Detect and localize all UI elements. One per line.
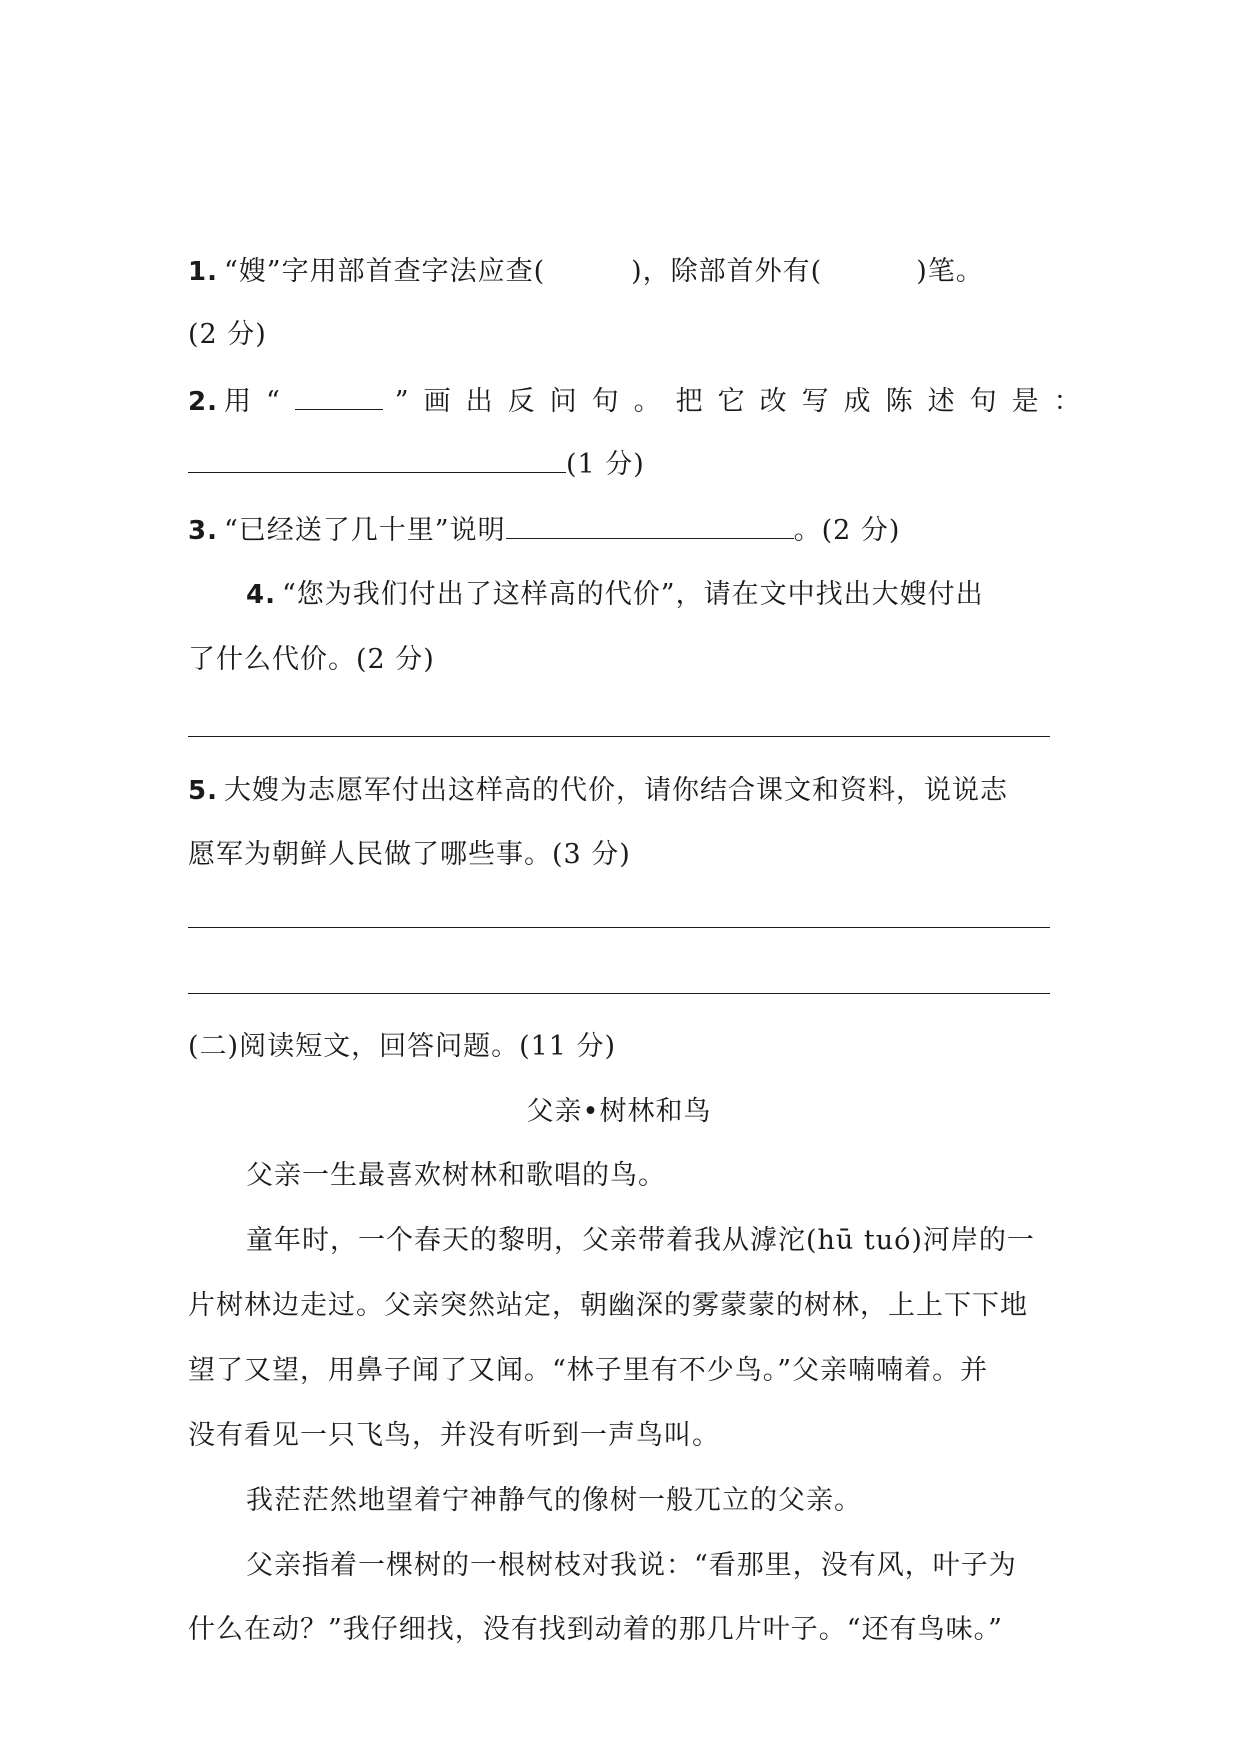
question-2-text-b: ”画出反问句。把它改写成陈述句是： <box>394 386 1096 417</box>
passage-line: 片树林边走过。父亲突然站定，朝幽深的雾蒙蒙的树林，上上下下地 <box>188 1290 1028 1321</box>
question-1-number: 1. <box>188 257 218 287</box>
question-5-line-1 <box>188 774 1050 808</box>
question-3-text-b: 。(2 分) <box>793 515 901 546</box>
answer-line-q5-2[interactable] <box>188 993 1050 994</box>
question-1-score: (2 分) <box>188 319 267 350</box>
question-4-line-1 <box>246 578 1050 612</box>
passage-title: 父亲•树林和鸟 <box>526 1096 712 1127</box>
question-1-text-c: )笔。 <box>916 256 984 287</box>
passage-line: 望了又望，用鼻子闻了又闻。“林子里有不少鸟。”父亲喃喃着。并 <box>188 1355 989 1386</box>
passage-line: 我茫茫然地望着宁神静气的像树一般兀立的父亲。 <box>246 1485 862 1516</box>
question-2-line-2 <box>188 446 1050 482</box>
passage-line: 什么在动？”我仔细找，没有找到动着的那几片叶子。“还有鸟味。” <box>188 1614 1003 1645</box>
question-4-text-a: “您为我们付出了这样高的代价”，请在文中找出大嫂付出 <box>281 579 984 610</box>
question-4-number: 4. <box>246 580 276 610</box>
question-3-line-1 <box>188 512 1050 548</box>
question-2-line-1 <box>188 383 1096 419</box>
question-1-line-1 <box>188 255 1050 289</box>
passage-line: 父亲指着一棵树的一根树枝对我说：“看那里，没有风，叶子为 <box>246 1550 1017 1581</box>
question-3-text-a: “已经送了几十里”说明 <box>223 515 506 546</box>
question-5-line-2: 愿军为朝鲜人民做了哪些事。(3 分) <box>188 839 631 870</box>
underline-sample <box>295 383 383 410</box>
question-3-number: 3. <box>188 516 218 546</box>
answer-line-q4[interactable] <box>188 736 1050 737</box>
section-2-heading: (二)阅读短文，回答问题。(11 分) <box>188 1031 617 1062</box>
question-2-text-a: 用“ <box>223 386 295 417</box>
question-2-number: 2. <box>188 387 218 417</box>
answer-line-q5-1[interactable] <box>188 927 1050 928</box>
question-5-number: 5. <box>188 776 218 806</box>
passage-line: 童年时，一个春天的黎明，父亲带着我从滹沱(hū tuó)河岸的一 <box>246 1225 1035 1256</box>
answer-line-statement[interactable] <box>188 446 566 473</box>
passage-line: 没有看见一只飞鸟，并没有听到一声鸟叫。 <box>188 1420 720 1451</box>
question-5-text-a: 大嫂为志愿军付出这样高的代价，请你结合课文和资料，说说志 <box>223 775 1008 806</box>
question-1-text-b: )，除部首外有( <box>631 256 823 287</box>
passage-line: 父亲一生最喜欢树林和歌唱的鸟。 <box>246 1160 666 1191</box>
question-1-text-a: “嫂”字用部首查字法应查( <box>223 256 546 287</box>
question-4-line-2: 了什么代价。(2 分) <box>188 644 435 675</box>
answer-line-q3[interactable] <box>506 512 794 539</box>
question-2-score: (1 分) <box>566 449 645 480</box>
